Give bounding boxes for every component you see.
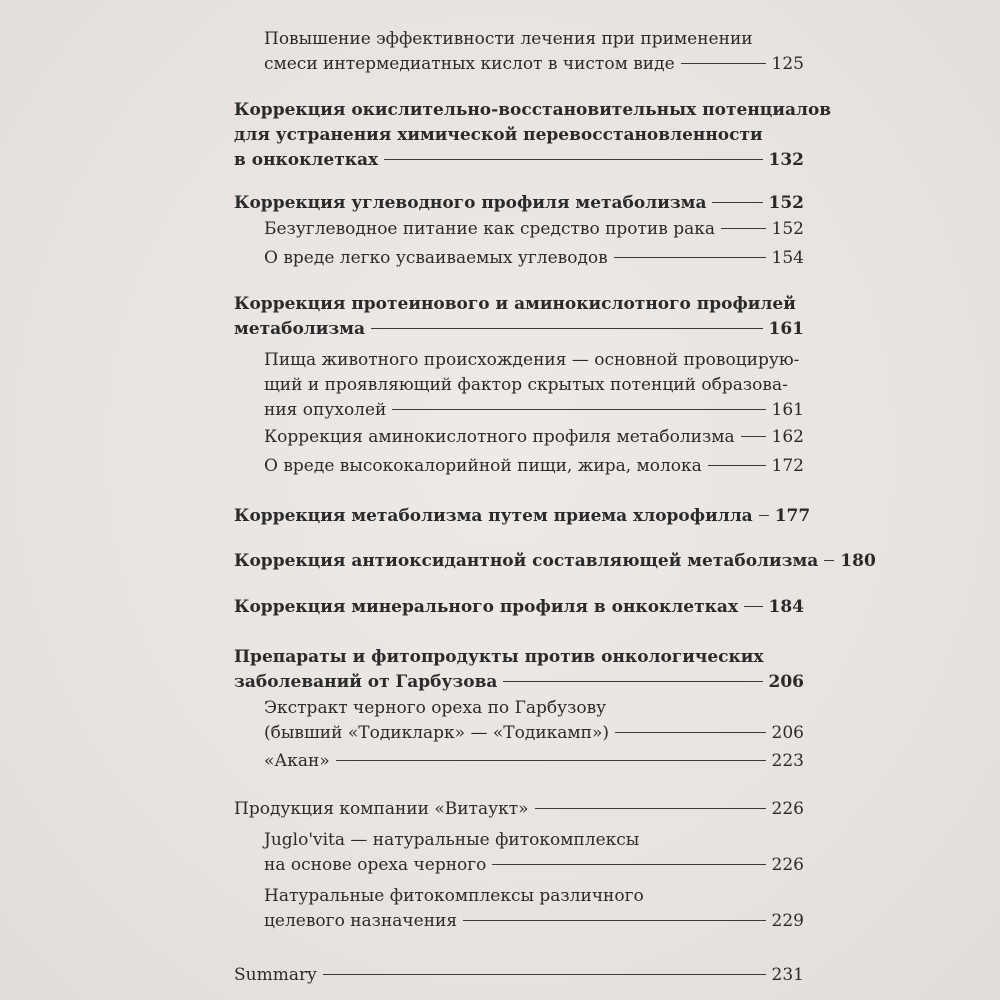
toc-entry[interactable]	[264, 246, 804, 271]
toc-entry-title-line: Коррекция окислительно-восстановительных потенциалов	[234, 100, 832, 120]
toc-entry-title-line: смеси интермедиатных кислот в чистом виде	[264, 54, 675, 74]
toc-entry[interactable]	[234, 595, 804, 620]
toc-entry[interactable]	[234, 963, 804, 988]
toc-entry[interactable]	[234, 98, 832, 173]
toc-entry[interactable]	[234, 292, 804, 342]
toc-entry[interactable]	[264, 696, 804, 746]
dot-leader	[721, 228, 766, 229]
toc-entry-title-line: Экстракт черного ореха по Гарбузову	[264, 698, 607, 718]
toc-entry[interactable]	[264, 217, 804, 242]
dot-leader	[615, 732, 766, 733]
toc-entry-title-line: метаболизма	[234, 319, 366, 339]
toc-entry-title-line: Коррекция углеводного профиля метаболизма	[234, 193, 707, 213]
toc-entry-title-line: Пища животного происхождения — основной провоцирую-	[264, 350, 800, 370]
dot-leader	[492, 864, 765, 865]
toc-entry-title-line: Препараты и фитопродукты против онкологических	[234, 647, 764, 667]
toc-entry-title-line: целевого назначения	[264, 911, 458, 931]
toc-entry-title-line: Summary	[234, 965, 317, 985]
dot-leader	[503, 681, 762, 682]
toc-entry-title-line: для устранения химической перевосстановленности	[234, 125, 763, 145]
toc-page-number: 206	[771, 723, 804, 743]
toc-entry-title-line: заболеваний от Гарбузова	[234, 672, 498, 692]
dot-leader	[614, 257, 766, 258]
dot-leader	[371, 328, 762, 329]
toc-page-number: 172	[771, 456, 804, 476]
toc-entry-title-line: О вреде легко усваиваемых углеводов	[264, 248, 608, 268]
toc-entry[interactable]	[234, 797, 804, 822]
toc-entry-title-line: Безуглеводное питание как средство против рака	[264, 219, 716, 239]
toc-entry-title-line: (бывший «Тодикларк» — «Тодикамп»)	[264, 723, 610, 743]
dot-leader	[824, 560, 834, 561]
toc-entry-title-line: Повышение эффективности лечения при применении	[264, 29, 753, 49]
toc-entry[interactable]	[234, 645, 804, 695]
toc-page-number: 125	[771, 54, 804, 74]
toc-page-number: 132	[768, 150, 804, 170]
dot-leader	[463, 920, 765, 921]
toc-page-number: 152	[768, 193, 804, 213]
toc-entry-title-line: Коррекция антиоксидантной составляющей метаболизма	[234, 551, 819, 571]
dot-leader	[392, 409, 765, 410]
toc-entry-title-line: О вреде высококалорийной пищи, жира, молока	[264, 456, 702, 476]
toc-page-number: 177	[774, 506, 811, 526]
toc-page-number: 154	[771, 248, 804, 268]
toc-page-number: 161	[771, 400, 804, 420]
toc-entry[interactable]	[264, 27, 804, 77]
toc-entry-title-line: на основе ореха черного	[264, 855, 487, 875]
toc-entry-title-line: ния опухолей	[264, 400, 387, 420]
toc-entry[interactable]	[264, 884, 804, 934]
toc-page-number: 152	[771, 219, 804, 239]
toc-entry-title-line: Juglo'vita — натуральные фитокомплексы	[264, 830, 640, 850]
toc-page-number: 161	[768, 319, 804, 339]
toc-page-number: 231	[771, 965, 804, 985]
toc-entry-title-line: Коррекция метаболизма путем приема хлорофилла	[234, 506, 753, 526]
toc-entry[interactable]	[264, 749, 804, 774]
toc-entry[interactable]	[264, 828, 804, 878]
toc-entry[interactable]	[234, 504, 811, 529]
dot-leader	[759, 515, 769, 516]
toc-page-number: 229	[771, 911, 804, 931]
toc-entry-title-line: щий и проявляющий фактор скрытых потенций образова-	[264, 375, 788, 395]
toc-page-number: 223	[771, 751, 804, 771]
toc-page-number: 180	[840, 551, 876, 571]
toc-entry-title-line: «Акан»	[264, 751, 330, 771]
toc-entry[interactable]	[234, 549, 876, 574]
dot-leader	[384, 159, 762, 160]
toc-entry[interactable]	[264, 454, 804, 479]
toc-entry-title-line: Продукция компании «Витаукт»	[234, 799, 529, 819]
dot-leader	[681, 63, 766, 64]
toc-page-number: 162	[771, 427, 804, 447]
dot-leader	[744, 606, 762, 607]
toc-entry[interactable]	[264, 425, 804, 450]
toc-page-number: 226	[771, 799, 804, 819]
dot-leader	[708, 465, 766, 466]
toc-entry-title-line: в онкоклетках	[234, 150, 379, 170]
toc-entry[interactable]	[264, 348, 804, 423]
toc-page-number: 206	[768, 672, 804, 692]
dot-leader	[336, 760, 766, 761]
toc-page-number: 226	[771, 855, 804, 875]
toc-entry-title-line: Коррекция аминокислотного профиля метаболизма	[264, 427, 735, 447]
toc-entry[interactable]	[234, 191, 804, 216]
toc-entry-title-line: Коррекция протеинового и аминокислотного профилей	[234, 294, 796, 314]
toc-page-number: 184	[768, 597, 804, 617]
toc-entry-title-line: Коррекция минерального профиля в онкоклетках	[234, 597, 739, 617]
dot-leader	[712, 202, 762, 203]
dot-leader	[741, 436, 766, 437]
dot-leader	[323, 974, 766, 975]
dot-leader	[535, 808, 766, 809]
toc-entry-title-line: Натуральные фитокомплексы различного	[264, 886, 644, 906]
